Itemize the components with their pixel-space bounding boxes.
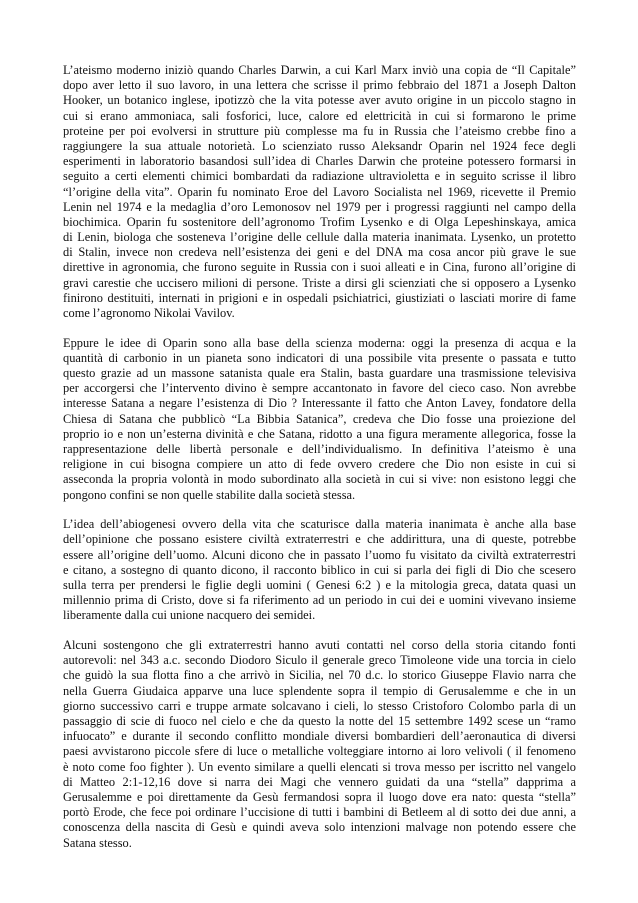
text-line: Lenin nel 1974 e la medaglia d’oro Lemonosov nel 1979 per i progressi raggiunti nel campo della: [63, 199, 576, 214]
text-line: proprio io e non un’esterna divinità e che Satana, ridotto a una figura meramente allegorica, fosse la: [63, 426, 576, 441]
text-line: asseconda la propria volontà in modo subordinato alla società in cui si vive: non esistono leggi che: [63, 472, 576, 487]
text-line: pongono confini se non quelle stabilite dalla società stessa.: [63, 487, 356, 502]
text-line: nella Guerra Giudaica apparve una luce splendente sopra il tempio di Gerusalemme e che in un: [63, 683, 576, 698]
text-line: giorno successivo carri e truppe armate solcavano i cieli, lo stesso Cristoforo Colombo parla di un: [63, 698, 576, 713]
text-line: paesi avvistarono piccole sfere di luce o metalliche volteggiare intorno ai loro velivoli ( il fenomeno: [63, 744, 576, 759]
text-line: religione in cui bisogna compiere un atto di fede ovvero credere che Dio non esiste in cui si: [63, 457, 576, 472]
paragraph-abiogenesi: [63, 517, 576, 623]
paragraph-oparin-satana: [63, 336, 576, 503]
text-line: di Stalin, invece non credeva nell’esistenza dei geni e del DNA ma cosa ancor più grave le sue: [63, 245, 576, 260]
text-line: L’idea dell’abiogenesi ovvero della vita che scaturisce dalla materia inanimata è anche alla base: [63, 517, 576, 532]
text-line: liberamente dalla cui unione nacquero dei semidei.: [63, 608, 316, 623]
text-line: di Lenin, biologa che sosteneva l’origine delle cellule dalla materia inanimata. Lysenko, un protetto: [63, 230, 576, 245]
text-line: dell’opinione che possano esistere civiltà extraterrestri e che addirittura, una di queste, potrebbe: [63, 532, 576, 547]
text-line: dopo aver letto il suo lavoro, in una lettera che scrisse il primo febbraio del 1871 a Joseph Dalton: [63, 78, 576, 93]
text-line: Gerusalemme e poi direttamente da Gesù fermandosi sopra il luogo dove era nato: questa “stella”: [63, 789, 576, 804]
text-line: portò Erode, che fece poi ordinare l’uccisione di tutti i bambini di Betleem al di sotto dei due anni, a: [63, 805, 576, 820]
text-line: cui si erano ammoniaca, sali fosforici, luce, calore ed elettricità in cui si formarono le prime: [63, 108, 576, 123]
text-line: finirono destituiti, internati in prigioni e in ospedali psichiatrici, giustiziati o lasciati morire di fame: [63, 290, 576, 305]
paragraph-darwin-oparin: [63, 63, 576, 321]
text-line: conoscenza della nascita di Gesù e quindi aveva solo intenzioni malvage non potendo essere che: [63, 820, 576, 835]
text-line: direttive in agronomia, che furono seguite in Russia con i suoi alleati e in Cina, furono all’origine di: [63, 260, 576, 275]
text-line: è noto come foo fighter ). Un evento similare a quelli elencati si trova messo per iscritto nel vangelo: [63, 759, 576, 774]
text-line: biochimica. Oparin fu sostenitore dell’agronomo Trofim Lysenko e di Olga Lepeshinskaya, amica: [63, 214, 576, 229]
text-line: raggiungere la sua attuale notorietà. Lo scienziato russo Aleksandr Oparin nel 1924 fece degli: [63, 138, 576, 153]
text-line: e citano, a sostegno di quanto dicono, il racconto biblico in cui si parla dei figli di Dio che scesero: [63, 562, 576, 577]
text-line: sulla terra per prendersi le figlie degli uomini ( Genesi 6:2 ) e la mitologia greca, datata quasi un: [63, 578, 576, 592]
text-line: questo grazie ad un massone satanista quale era Stalin, basta guardare una trasmissione televisiva: [63, 366, 576, 381]
text-line: quantità di carbonio in un pianeta sono indicatori di una possibile vita presente o passata e tutto: [63, 350, 576, 365]
text-line: L’ateismo moderno iniziò quando Charles Darwin, a cui Karl Marx inviò una copia de “Il Capitale”: [63, 63, 576, 77]
text-line: interesse Satana a negare l’esistenza di Dio ? Interessante il fatto che Anton Lavey, fondatore della: [63, 396, 576, 411]
text-line: che guidò la sua flotta fino a che arrivò in Sicilia, nel 70 d.c. lo storico Giuseppe Flavio narra che: [63, 668, 576, 683]
text-line: Satana stesso.: [63, 835, 132, 850]
text-line: infuocato” e durante il secondo conflitto mondiale diversi bombardieri dell’aeronautica di diversi: [63, 729, 576, 744]
text-line: di Matteo 2:1-12,16 dove si narra dei Magi che vennero guidati da una “stella” dapprima a: [63, 774, 576, 789]
text-line: essere all’origine dell’uomo. Alcuni dicono che in passato l’uomo fu visitato da civiltà extraterrestri: [63, 547, 576, 562]
text-line: Hooker, un botanico inglese, ipotizzò che la vita potesse aver avuto origine in un piccolo stagno in: [63, 93, 576, 108]
text-line: millennio prima di Cristo, dove si fa riferimento ad un periodo in cui dei e uomini vivevano insieme: [63, 593, 576, 608]
text-line: Eppure le idee di Oparin sono alla base della scienza moderna: oggi la presenza di acqua e la: [63, 335, 576, 350]
text-line: proteine per poi evolversi in strutture più complesse ma fu in Russia che l’ateismo crebbe fino a: [63, 123, 576, 138]
text-line: Chiesa di Satana che pubblicò “La Bibbia Satanica”, credeva che Dio fosse una proiezione del: [63, 411, 576, 426]
paragraph-extraterrestri: [63, 638, 576, 851]
text-line: come l’agronomo Nikolai Vavilov.: [63, 306, 235, 320]
text-line: passaggio di scie di fuoco nel cielo e che da questo la notte del 15 settembre 1492 scese un “ramo: [63, 714, 576, 728]
text-line: seguito a certi elementi chimici bombardati da radiazione ultravioletta e in seguito scrisse il libro: [63, 169, 576, 184]
text-line: esperimenti in laboratorio basandosi sull’idea di Charles Darwin che proteine potessero formarsi in: [63, 154, 576, 169]
text-line: Alcuni sostengono che gli extraterrestri hanno avuti contatti nel corso della storia citando fonti: [63, 638, 576, 653]
text-line: gravi carestie che uccisero milioni di persone. Triste a dirsi gli scienziati che si opposero a Lysenko: [63, 275, 576, 290]
text-line: rappresentazione delle libertà personale e dell’individualismo. In definitiva l’ateismo è una: [63, 442, 576, 456]
document-body: [63, 63, 576, 865]
text-line: per accorgersi che l’intervento divino è sempre accantonato in favore del cieco caso. Non avrebbe: [63, 381, 576, 396]
text-line: “l’origine della vita”. Oparin fu nominato Eroe del Lavoro Socialista nel 1969, ricevette il Premio: [63, 184, 576, 199]
text-line: autorevoli: nel 343 a.c. secondo Diodoro Siculo il generale greco Timoleone vide una torcia in cielo: [63, 653, 576, 668]
